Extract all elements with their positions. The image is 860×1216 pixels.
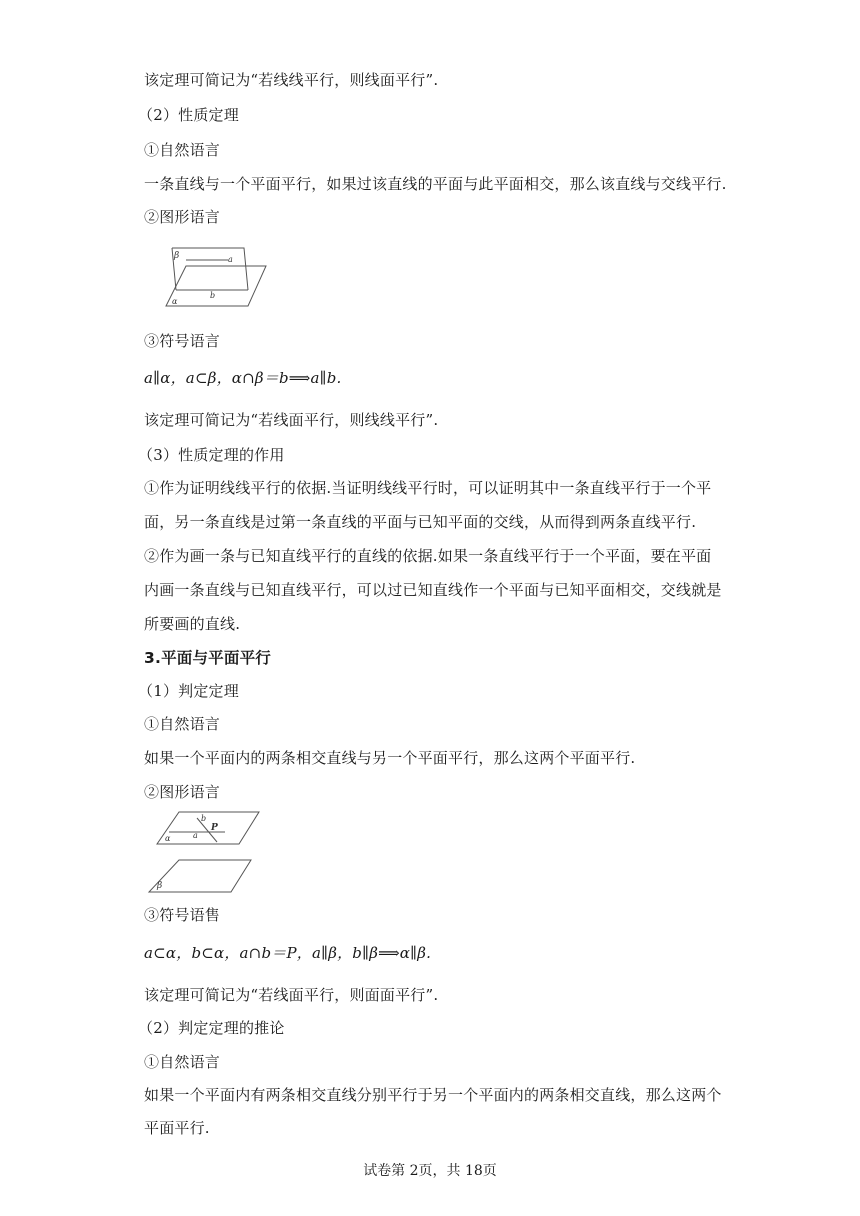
math-formula: a⊂α，b⊂α，a∩b＝P，a∥β，b∥β⟹α∥β. xyxy=(144,944,432,962)
text-line: 内画一条直线与已知直线平行，可以过已知直线作一个平面与已知平面相交，交线就是 xyxy=(144,581,722,599)
text-line: ①自然语言 xyxy=(144,141,221,159)
label-alpha: α xyxy=(172,297,178,306)
section-heading: 3.平面与平面平行 xyxy=(144,649,271,667)
label-a: a xyxy=(228,255,233,264)
subsection-heading: （2）判定定理的推论 xyxy=(138,1019,285,1037)
label-alpha: α xyxy=(165,834,171,843)
label-beta: β xyxy=(157,881,163,891)
text-line: 一条直线与一个平面平行，如果过该直线的平面与此平面相交，那么该直线与交线平行. xyxy=(144,175,727,193)
text-line: ①自然语言 xyxy=(144,715,221,733)
label-P: P xyxy=(211,823,218,833)
text-line: 如果一个平面内有两条相交直线分别平行于另一个平面内的两条相交直线，那么这两个 xyxy=(144,1086,722,1104)
plane-beta-outline xyxy=(149,860,251,892)
text-line: 如果一个平面内的两条相交直线与另一个平面平行，那么这两个平面平行. xyxy=(144,749,636,767)
text-line: 面，另一条直线是过第一条直线的平面与已知平面的交线，从而得到两条直线平行. xyxy=(144,513,697,531)
page-footer: 试卷第 2页，共 18页 xyxy=(363,1163,497,1179)
math-formula: a∥α，a⊂β，α∩β＝b⟹a∥b. xyxy=(144,369,342,387)
plane-alpha-outline xyxy=(166,266,266,306)
text-line: 所要画的直线. xyxy=(144,615,241,633)
text-line: ②图形语言 xyxy=(144,783,221,801)
label-beta: β xyxy=(174,251,180,261)
text-line: ③符号语售 xyxy=(144,906,221,924)
label-b: b xyxy=(201,814,207,823)
subsection-heading: （2）性质定理 xyxy=(138,106,239,124)
plane-alpha-outline xyxy=(157,812,259,844)
text-line: 该定理可简记为“若线线平行，则线面平行”. xyxy=(144,71,439,89)
text-line: ③符号语言 xyxy=(144,332,221,350)
label-a: a xyxy=(193,831,198,840)
figure-parallel-planes xyxy=(145,808,265,896)
text-line: ②作为画一条与已知直线平行的直线的依据.如果一条直线平行于一个平面，要在平面 xyxy=(144,547,712,565)
text-line: 该定理可简记为“若线面平行，则线线平行”. xyxy=(144,411,439,429)
text-line: ①作为证明线线平行的依据.当证明线线平行时，可以证明其中一条直线平行于一个平 xyxy=(144,479,712,497)
subsection-heading: （1）判定定理 xyxy=(138,682,239,700)
plane-beta-outline xyxy=(172,248,248,290)
label-b: b xyxy=(210,291,216,300)
text-line: 该定理可简记为“若线面平行，则面面平行”. xyxy=(144,986,439,1004)
figure-line-plane-property xyxy=(160,240,270,314)
subsection-heading: （3）性质定理的作用 xyxy=(138,446,285,464)
text-line: ②图形语言 xyxy=(144,208,221,226)
text-line: 平面平行. xyxy=(144,1119,210,1137)
text-line: ①自然语言 xyxy=(144,1053,221,1071)
